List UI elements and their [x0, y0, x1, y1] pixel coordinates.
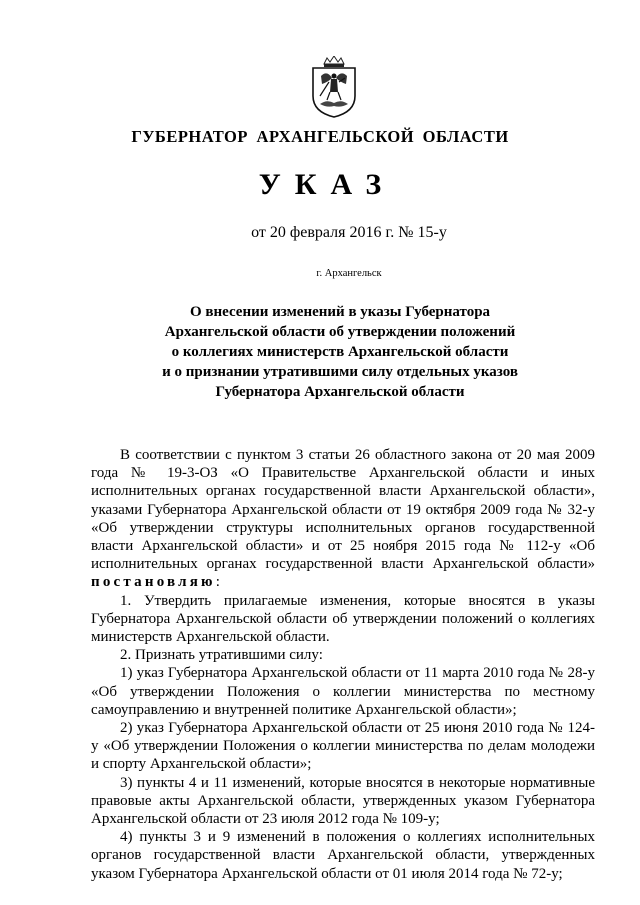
preamble-text: В соответствии с пунктом 3 статьи 26 областного закона от 20 мая 2009 года № 19-3-ОЗ «О Правительстве Архангельской области и иных исполнительных органах государственной власти Архангельской области», указами Губернатора Архангельской области от 19 октября 2009 года № 32-у «Об утверждении структуры исполнительных органов государственной власти Архангельской области» и от 25 ноября 2015 года № 112-у «Об исполнительных органах государственной власти Архангельской области» [91, 447, 595, 573]
document-city: г. Архангельск [316, 268, 382, 279]
issuing-authority: ГУБЕРНАТОР АРХАНГЕЛЬСКОЙ ОБЛАСТИ [131, 127, 509, 146]
title-line: О внесении изменений в указы Губернатора [189, 304, 491, 320]
document-type: УКАЗ [258, 168, 396, 201]
clause-2: 2. Признать утратившими силу: [120, 647, 323, 664]
clause-2-item-3: 3) пункты 4 и 11 изменений, которые вносятся в некоторые нормативные правовые акты Архангельской области, утвержденных указом Губернатора Архангельской области от 23 июля 2012 года № 109-у; [91, 774, 595, 828]
title-line: о коллегиях министерств Архангельской области [171, 344, 509, 360]
clause-2-item-4: 4) пункты 3 и 9 изменений в положения о коллегиях исполнительных органов государственной власти Архангельской области, утвержденных указом Губернатора Архангельской области от 01 июля 2014 года № 72-у; [91, 829, 595, 882]
document-title [120, 302, 560, 402]
decree-colon: : [215, 574, 220, 591]
decree-word: постановляю [91, 574, 216, 591]
clause-2-item-2: 2) указ Губернатора Архангельской области от 25 июня 2010 года № 124-у «Об утверждении Положения о коллегии министерства по делам молодежи и спорту Архангельской области»; [91, 720, 595, 773]
document-date-number: от 20 февраля 2016 г. № 15-у [251, 224, 447, 241]
title-line: и о признании утратившими силу отдельных указов [162, 364, 518, 380]
title-line: Архангельской области об утверждении положений [164, 324, 516, 340]
clause-1: 1. Утвердить прилагаемые изменения, которые вносятся в указы Губернатора Архангельской области об утверждении положений о коллегиях министерств Архангельской области. [91, 592, 595, 646]
clause-2-item-1: 1) указ Губернатора Архангельской области от 11 марта 2010 года № 28-у «Об утверждении Положения о коллегии министерства по местному самоуправлению и внутренней политике Архангельской области»; [91, 665, 595, 718]
coat-of-arms-icon [307, 56, 361, 118]
title-line: Губернатора Архангельской области [215, 384, 465, 400]
preamble-paragraph [91, 446, 595, 592]
document-body [91, 446, 595, 883]
